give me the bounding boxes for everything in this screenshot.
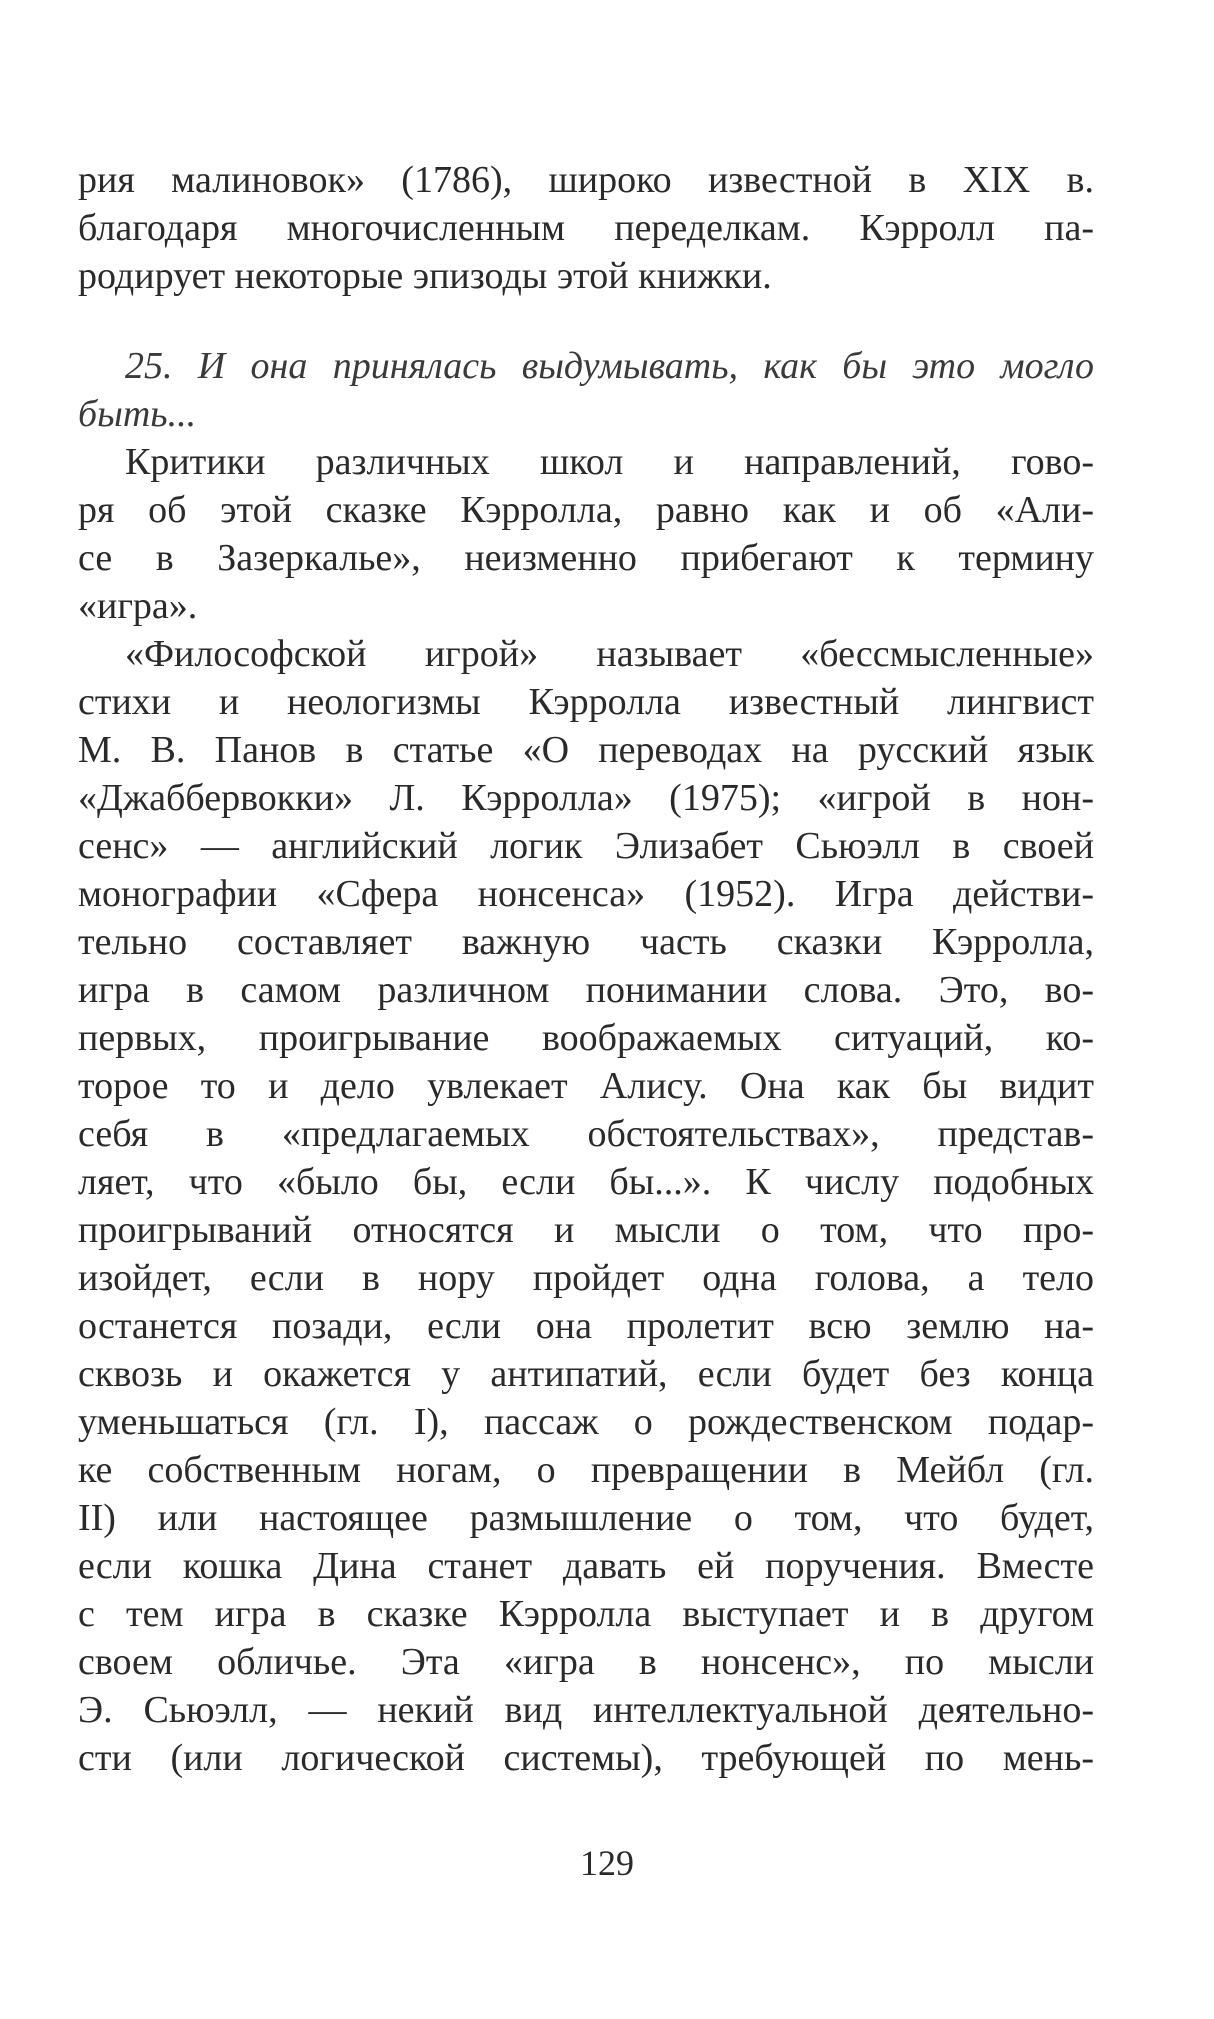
text-line: с тем игра в сказке Кэрролла выступает и в другом bbox=[78, 1593, 1094, 1635]
text-line: рия малиновок» (1786), широко известной в XIX в. bbox=[78, 159, 1094, 201]
text-line: Критики различных школ и направлений, гово- bbox=[125, 441, 1094, 483]
text-line: благодаря многочисленным переделкам. Кэрролл па- bbox=[78, 207, 1094, 249]
text-line: родирует некоторые эпизоды этой книжки. bbox=[78, 255, 772, 297]
note-heading-line: 25. И она принялась выдумывать, как бы это могло bbox=[125, 345, 1094, 387]
text-line: стихи и неологизмы Кэрролла известный лингвист bbox=[78, 681, 1094, 723]
text-line: первых, проигрывание воображаемых ситуаций, ко- bbox=[78, 1017, 1094, 1059]
text-line: тельно составляет важную часть сказки Кэрролла, bbox=[78, 921, 1094, 963]
text-line: «Джаббервокки» Л. Кэрролла» (1975); «игрой в нон- bbox=[78, 777, 1094, 819]
page-number: 129 bbox=[580, 1843, 634, 1883]
text-line: уменьшаться (гл. I), пассаж о рождественском подар- bbox=[78, 1401, 1094, 1443]
note-heading-line: быть... bbox=[78, 393, 197, 435]
text-line: «игра». bbox=[78, 585, 198, 627]
text-line: если кошка Дина станет давать ей поручения. Вместе bbox=[78, 1545, 1094, 1587]
text-line: Э. Сьюэлл, — некий вид интеллектуальной деятельно- bbox=[78, 1689, 1094, 1731]
text-line: себя в «предлагаемых обстоятельствах», представ- bbox=[78, 1113, 1094, 1155]
text-line: «Философской игрой» называет «бессмысленные» bbox=[125, 633, 1094, 675]
text-line: сквозь и окажется у антипатий, если будет без конца bbox=[78, 1353, 1094, 1395]
text-line: ляет, что «было бы, если бы...». К числу подобных bbox=[78, 1161, 1094, 1203]
text-line: останется позади, если она пролетит всю землю на- bbox=[78, 1305, 1094, 1347]
text-line: изойдет, если в нору пройдет одна голова, а тело bbox=[78, 1257, 1094, 1299]
text-line: сенс» — английский логик Элизабет Сьюэлл в своей bbox=[78, 825, 1094, 867]
text-line: ке собственным ногам, о превращении в Мейбл (гл. bbox=[78, 1449, 1094, 1491]
text-line: проигрываний относятся и мысли о том, что про- bbox=[78, 1209, 1094, 1251]
text-line: своем обличье. Эта «игра в нонсенс», по мысли bbox=[78, 1641, 1094, 1683]
text-line: сти (или логической системы), требующей по мень- bbox=[78, 1737, 1094, 1779]
text-line: игра в самом различном понимании слова. Это, во- bbox=[78, 969, 1094, 1011]
text-line: торое то и дело увлекает Алису. Она как бы видит bbox=[78, 1065, 1094, 1107]
text-line: ря об этой сказке Кэрролла, равно как и об «Али- bbox=[78, 489, 1094, 531]
text-line: се в Зазеркалье», неизменно прибегают к термину bbox=[78, 537, 1094, 579]
text-line: II) или настоящее размышление о том, что будет, bbox=[78, 1497, 1094, 1539]
text-line: монографии «Сфера нонсенса» (1952). Игра действи- bbox=[78, 873, 1094, 915]
text-line: М. В. Панов в статье «О переводах на русский язык bbox=[78, 729, 1094, 771]
